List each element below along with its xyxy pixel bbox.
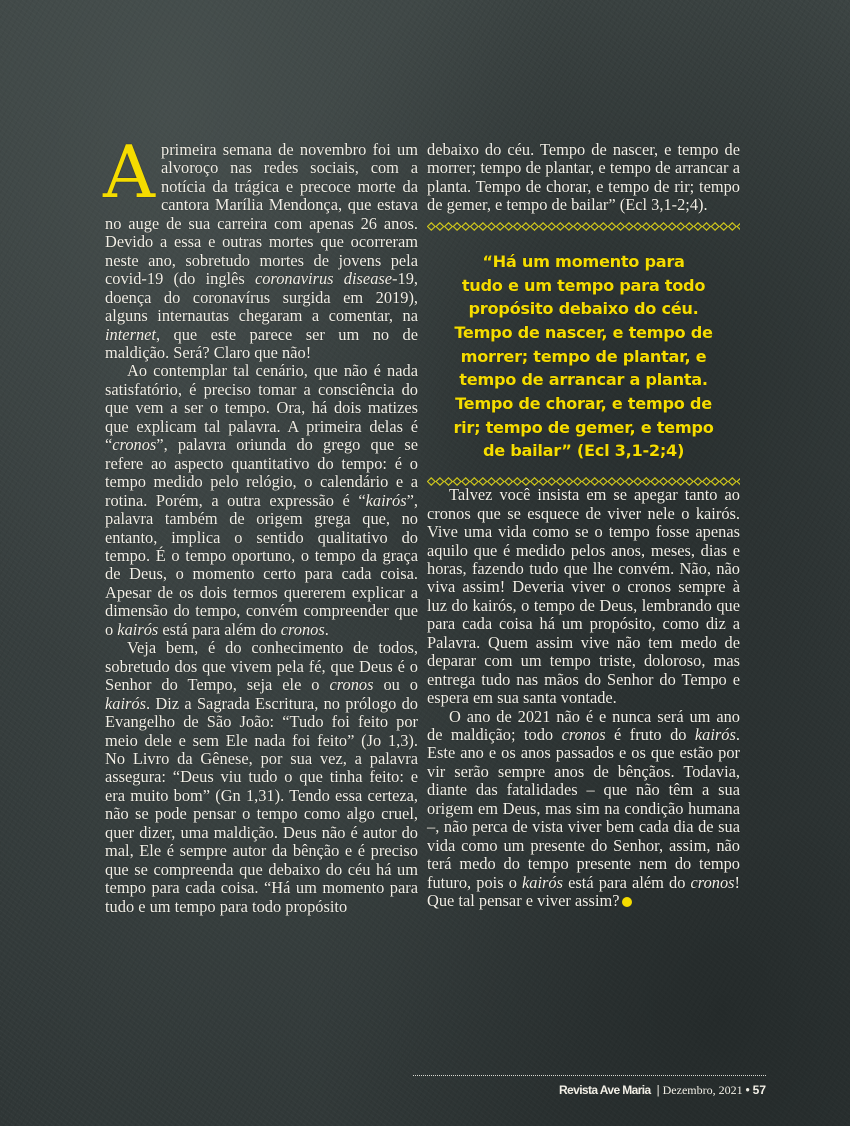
paragraph-text: O ano de 2021 não é e nunca será um ano de maldição; todo <box>427 706 740 745</box>
paragraph-text: primeira semana de novembro foi um alvoroço nas redes sociais, com a notícia da trágica e precoce morte da cantora Marília Mendonça, que estava no auge de sua carreira com apenas 26 anos. Devido a essa e outras mortes que ocorreram neste ano, sobretudo mortes de jovens pela covid-19 (do inglês <box>105 140 418 289</box>
footer-separator: | <box>656 1085 660 1097</box>
paragraph-4: Talvez você insista em se apegar tanto ao cronos que se esquece de viver nele o kairós. Vive uma vida como se o tempo fosse apenas aquilo que é medido pelos anos, meses, dias e horas, fazendo tudo que lhe convém. Não, não viva assim! Deveria viver o cronos sempre à luz do kairós, o tempo de Deus, lembrando que para cada coisa há um propósito, como diz a Palavra. Quem assim vive não tem medo de deparar com um tempo triste, doloroso, mas entrega tudo nas mãos do Senhor do Tempo e espera em sua santa vontade. <box>427 485 740 708</box>
bullet-icon: • <box>745 1085 750 1097</box>
paragraph-text: Veja bem, é do conhecimento de todos, sobretudo dos que vivem pela fé, que Deus é o Senhor do Tempo, seja ele o <box>105 638 418 695</box>
drop-cap: A <box>103 130 155 214</box>
paragraph-1 <box>103 130 418 362</box>
paragraph-5 <box>427 708 740 911</box>
paragraph-text: é fruto do <box>605 725 695 745</box>
issue-date: Dezembro, 2021 <box>662 1083 743 1097</box>
paragraph-3 <box>105 639 418 916</box>
paragraph-text: Ao contemplar tal cenário, que não é nada satisfatório, é preciso tomar a consciência do que vem a ser o tempo. Ora, há dois matizes que explicam tal palavra. A primeira delas é “ <box>105 361 418 455</box>
diamond-chain-divider-top <box>427 222 740 231</box>
pull-quote-line: “Há um momento para <box>482 251 685 271</box>
paragraph-text: ! Que tal pensar e viver assim? <box>427 872 741 911</box>
italic-term: cronos <box>280 619 325 639</box>
italic-term: internet <box>105 324 156 344</box>
page-footer <box>559 1083 766 1098</box>
pull-quote-line: tudo e um tempo para todo <box>461 275 706 295</box>
yellow-dot-icon <box>622 897 632 907</box>
pull-quote-line: Tempo de chorar, e tempo de <box>455 394 712 414</box>
divider-pattern <box>427 222 740 231</box>
paragraph-text: ”, palavra oriunda do grego que se refere ao aspecto quantitativo do tempo: é o tempo medido pelo relógio, o calendário e a rotina. Porém, a outra expressão é “ <box>105 435 418 510</box>
italic-term: coronavirus disease <box>254 269 393 289</box>
article-left-column <box>103 130 418 916</box>
paragraph-text: ”, palavra também de origem grega que, no entanto, implica o sentido qualitativo do tempo. É o tempo oportuno, o tempo da graça de Deus, o momento certo para cada coisa. Apesar de os dois termos quererem explicar a dimensão do tempo, convém compreender que o <box>105 490 418 639</box>
paragraph-text: está para além do <box>563 872 691 892</box>
paragraph-text: . Este ano e os anos passados e os que estão por vir serão sempre anos de bênçãos. Todavia, diante das fatalidades – que não têm a sua origem em Deus, mas sim na condição humana –, não perca de vista viver bem cada dia de sua vida como um presente do Senhor, assim, não terá medo do tempo presente nem do tempo futuro, pois o <box>427 725 740 892</box>
pull-quote-line: Tempo de nascer, e tempo de <box>454 322 713 342</box>
paragraph-2 <box>105 362 418 639</box>
italic-term: kairós <box>522 872 564 892</box>
page-number: 57 <box>752 1083 766 1097</box>
paragraph-text: , que este parece ser um no de maldição. Será? Claro que não! <box>105 324 418 362</box>
pull-quote-line: propósito debaixo do céu. <box>468 299 699 319</box>
italic-term: kairós <box>117 619 159 639</box>
paragraph-text: está para além do <box>158 619 281 639</box>
paragraph-3-continued: debaixo do céu. Tempo de nascer, e tempo de morrer; tempo de plantar, e tempo de arrancar a planta. Tempo de chorar, e tempo de rir; tempo de gemer, e tempo de bailar” (Ecl 3,1-2;4). <box>427 140 740 215</box>
paragraph-text: -19, doença do coronavírus surgida em 2019), alguns internautas chegaram a comentar, na <box>105 269 418 326</box>
paragraph-text: ou o <box>373 675 418 695</box>
italic-term: cronos <box>112 435 157 455</box>
italic-term: kairós <box>105 693 146 713</box>
pull-quote <box>435 250 732 463</box>
article-right-column <box>427 141 740 911</box>
pull-quote-line: rir; tempo de gemer, e tempo <box>453 417 714 437</box>
magazine-name: Revista Ave Maria <box>558 1083 651 1097</box>
italic-term: cronos <box>561 725 606 745</box>
italic-term: cronos <box>690 872 735 892</box>
footer-dotted-rule <box>413 1075 766 1076</box>
pull-quote-line: de bailar” (Ecl 3,1-2;4) <box>482 441 685 461</box>
italic-term: kairós <box>365 490 407 510</box>
pull-quote-line: tempo de arrancar a planta. <box>459 370 708 390</box>
italic-term: kairós <box>694 725 736 745</box>
paragraph-text: . Diz a Sagrada Escritura, no prólogo do Evangelho de São João: “Tudo foi feito por meio dele e sem Ele nada foi feito” (Jo 1,3). No Livro da Gênese, por sua vez, a palavra assegura: “Deus viu tudo o que tinha feito: e era muito bom” (Gn 1,31). Tendo essa certeza, não se pode pensar o tempo como algo cruel, quer dizer, uma maldição. Deus não é autor do mal, Ele é sempre autor da bênção e é preciso que se compreenda que debaixo do céu há um tempo para cada coisa. “Há um momento para tudo e um tempo para todo propósito <box>105 693 418 916</box>
pull-quote-line: morrer; tempo de plantar, e <box>460 346 707 366</box>
italic-term: cronos <box>329 675 374 695</box>
paragraph-text: . <box>324 619 329 639</box>
